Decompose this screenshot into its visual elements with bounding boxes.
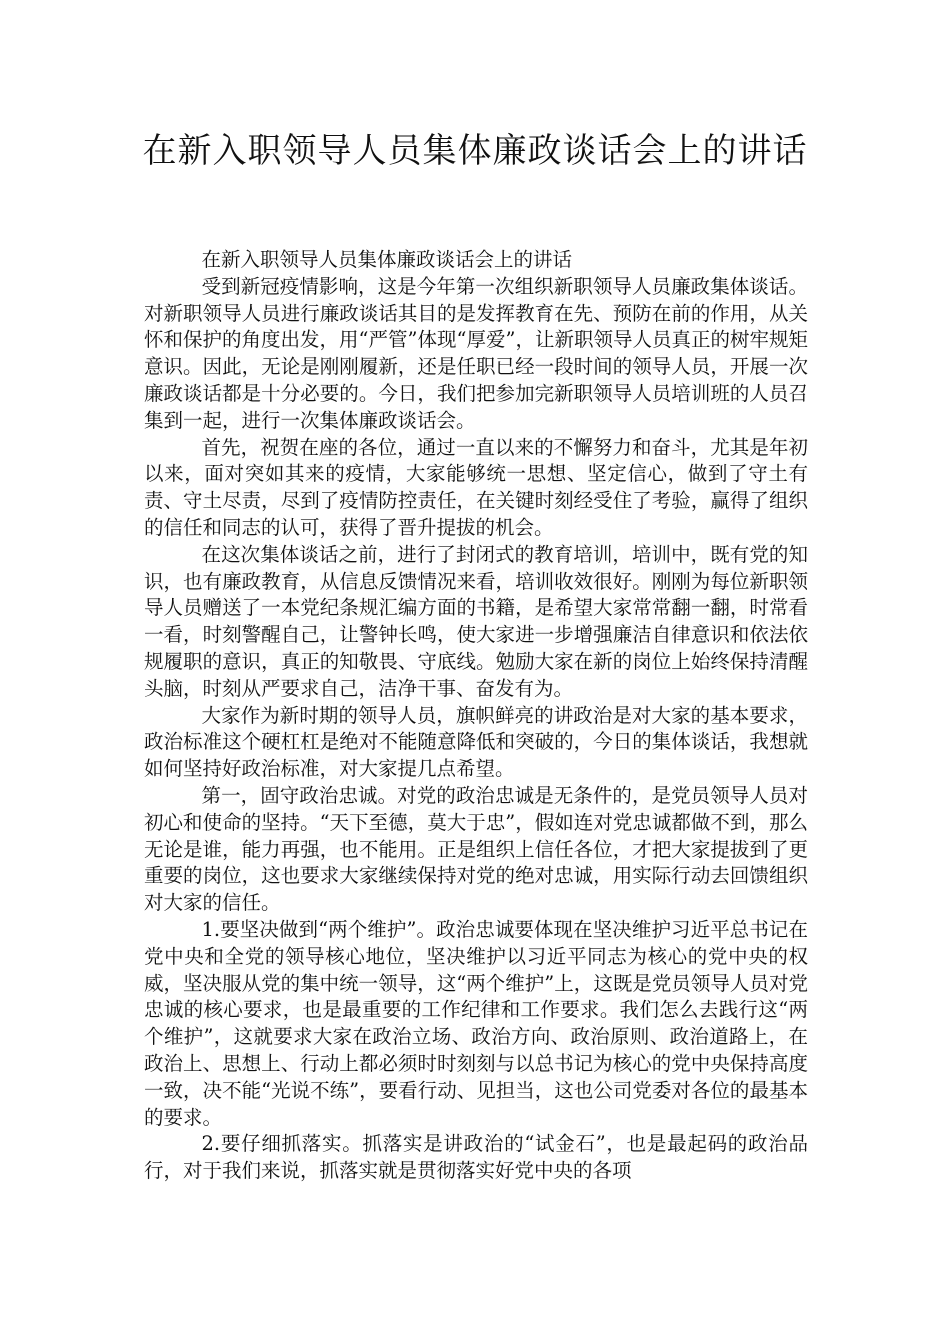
paragraph-intro: 受到新冠疫情影响，这是今年第一次组织新职领导人员廉政集体谈话。对新职领导人员进行廉政谈话其目的是发挥教育在先、预防在前的作用，从关怀和保护的角度出发，用“严管”体现“厚爱”，让新职领导人员真正的树牢规矩意识。因此，无论是刚刚履新，还是任职已经一段时间的领导人员，开展一次廉政谈话都是十分必要的。今日，我们把参加完新职领导人员培训班的人员召集到一起，进行一次集体廉政谈话会。 xyxy=(144,274,808,432)
paragraph-political-standard: 大家作为新时期的领导人员，旗帜鲜亮的讲政治是对大家的基本要求，政治标准这个硬杠杠是绝对不能随意降低和突破的，今日的集体谈话，我想就如何坚持好政治标准，对大家提几点希望。 xyxy=(144,703,808,781)
paragraph-point-one-item-2: 2.要仔细抓落实。抓落实是讲政治的“试金石”，也是最起码的政治品行，对于我们来说，抓落实就是贯彻落实好党中央的各项 xyxy=(144,1132,808,1183)
paragraph-training: 在这次集体谈话之前，进行了封闭式的教育培训，培训中，既有党的知识，也有廉政教育，从信息反馈情况来看，培训收效很好。刚刚为每位新职领导人员赠送了一本党纪条规汇编方面的书籍，是希望大家常常翻一翻，时常看一看，时刻警醒自己，让警钟长鸣，使大家进一步增强廉洁自律意识和依法依规履职的意识，真正的知敬畏、守底线。勉励大家在新的岗位上始终保持清醒头脑，时刻从严要求自己，洁净干事、奋发有为。 xyxy=(144,542,808,700)
paragraph-point-one-item-1: 1.要坚决做到“两个维护”。政治忠诚要体现在坚决维护习近平总书记在党中央和全党的领导核心地位，坚决维护以习近平同志为核心的党中央的权威，坚决服从党的集中统一领导，这“两个维护”上，这既是党员领导人员对党忠诚的核心要求，也是最重要的工作纪律和工作要求。我们怎么去践行这“两个维护”，这就要求大家在政治立场、政治方向、政治原则、政治道路上，在政治上、思想上、行动上都必须时时刻刻与以总书记为核心的党中央保持高度一致，决不能“光说不练”，要看行动、见担当，这也公司党委对各位的最基本的要求。 xyxy=(144,917,808,1129)
paragraph-point-one: 第一，固守政治忠诚。对党的政治忠诚是无条件的，是党员领导人员对初心和使命的坚持。“天下至德，莫大于忠”，假如连对党忠诚都做不到，那么无论是谁，能力再强，也不能用。正是组织上信任各位，才把大家提拔到了更重要的岗位，这也要求大家继续保持对党的绝对忠诚，用实际行动去回馈组织对大家的信任。 xyxy=(144,783,808,915)
paragraph-subtitle: 在新入职领导人员集体廉政谈话会上的讲话 xyxy=(201,248,573,271)
document-body xyxy=(144,247,808,1185)
paragraph-congratulations: 首先，祝贺在座的各位，通过一直以来的不懈努力和奋斗，尤其是年初以来，面对突如其来的疫情，大家能够统一思想、坚定信心，做到了守土有责、守土尽责，尽到了疫情防控责任，在关键时刻经受住了考验，赢得了组织的信任和同志的认可，获得了晋升提拔的机会。 xyxy=(144,435,808,539)
document-title: 在新入职领导人员集体廉政谈话会上的讲话 xyxy=(142,131,808,171)
